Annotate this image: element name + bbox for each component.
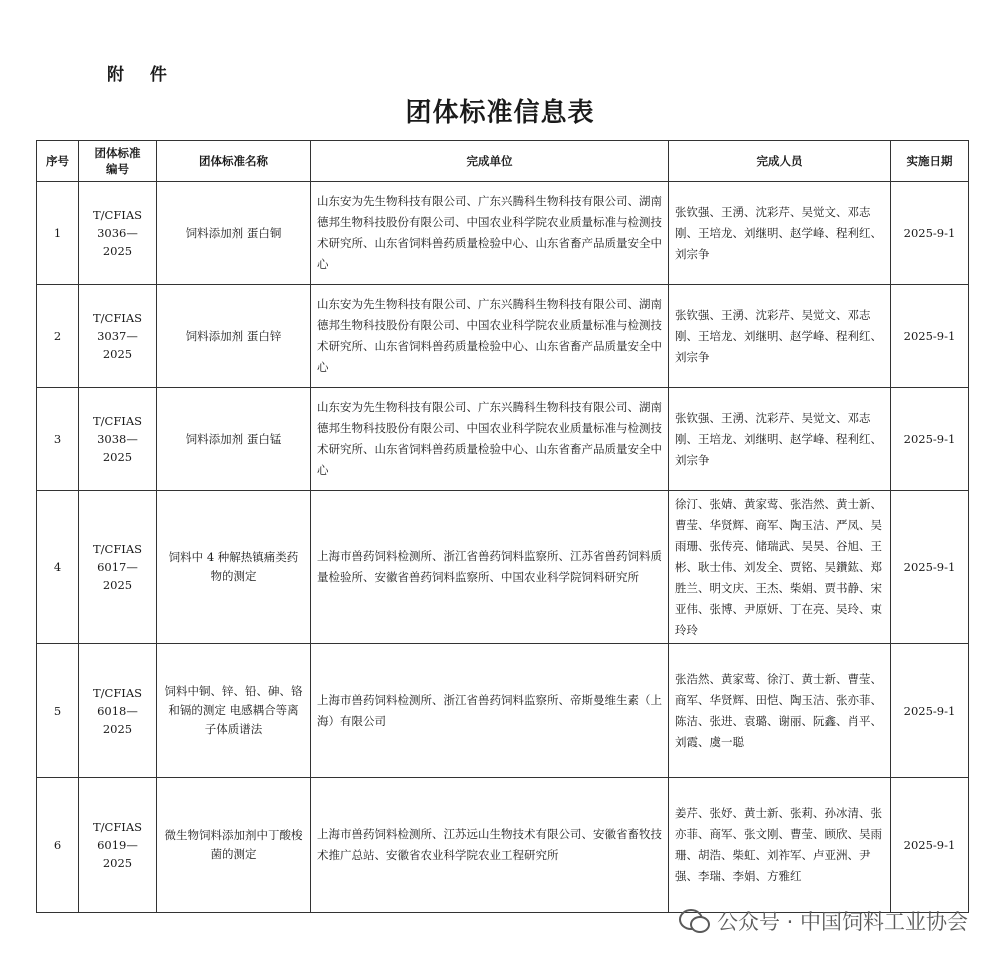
cell-code-number: 6017—2025 bbox=[97, 560, 138, 592]
cell-units: 山东安为先生物科技有限公司、广东兴腾科生物科技有限公司、湖南德邦生物科技股份有限公司、中国农业科学院农业质量标准与检测技术研究所、山东省饲料兽药质量检验中心、山东省畜产品质量安全中心 bbox=[311, 182, 669, 285]
cell-code-number: 6019—2025 bbox=[97, 838, 138, 870]
attachment-label: 附 件 bbox=[107, 65, 177, 85]
page-title: 团体标准信息表 bbox=[405, 98, 595, 128]
cell-code-number: 3037—2025 bbox=[97, 329, 138, 361]
cell-standard-name: 饲料中 4 种解热镇痛类药物的测定 bbox=[157, 491, 311, 644]
cell-date: 2025-9-1 bbox=[891, 778, 969, 913]
cell-units: 上海市兽药饲料检测所、浙江省兽药饲料监察所、帝斯曼维生素（上海）有限公司 bbox=[311, 644, 669, 778]
table-row bbox=[37, 285, 969, 388]
header-date: 实施日期 bbox=[891, 141, 969, 182]
cell-units: 上海市兽药饲料检测所、浙江省兽药饲料监察所、江苏省兽药饲料质量检验所、安徽省兽药饲料监察所、中国农业科学院饲料研究所 bbox=[311, 491, 669, 644]
cell-seq: 4 bbox=[37, 491, 79, 644]
table-row bbox=[37, 388, 969, 491]
cell-standard-name: 饲料添加剂 蛋白锰 bbox=[157, 388, 311, 491]
table-row bbox=[37, 182, 969, 285]
cell-code-prefix: T/CFIAS bbox=[92, 685, 143, 700]
header-units: 完成单位 bbox=[311, 141, 669, 182]
cell-code-prefix: T/CFIAS bbox=[92, 208, 143, 222]
cell-people: 张浩然、黄家莺、徐汀、黄士新、曹莹、商军、华贤辉、田恺、陶玉洁、张亦菲、陈洁、张进、袁璐、谢丽、阮鑫、肖平、刘霞、虞一聪 bbox=[669, 644, 891, 778]
cell-people: 张钦强、王湧、沈彩芹、吴觉文、邓志刚、王培龙、刘继明、赵学峰、程利红、刘宗争 bbox=[669, 285, 891, 388]
watermark bbox=[679, 906, 968, 936]
table-row bbox=[37, 491, 969, 644]
cell-standard-name: 饲料添加剂 蛋白铜 bbox=[157, 182, 311, 285]
cell-standard-name: 饲料添加剂 蛋白锌 bbox=[157, 285, 311, 388]
cell-people: 张钦强、王湧、沈彩芹、吴觉文、邓志刚、王培龙、刘继明、赵学峰、程利红、刘宗争 bbox=[669, 388, 891, 491]
cell-code-number: 6018—2025 bbox=[97, 703, 138, 736]
header-name: 团体标准名称 bbox=[157, 141, 311, 182]
header-code-line2: 编号 bbox=[106, 162, 129, 176]
cell-code bbox=[79, 491, 157, 644]
cell-standard-name: 饲料中铜、锌、铅、砷、铬和镉的测定 电感耦合等离子体质谱法 bbox=[157, 644, 311, 778]
cell-date: 2025-9-1 bbox=[891, 388, 969, 491]
cell-code-number: 3038—2025 bbox=[97, 432, 138, 464]
cell-seq: 1 bbox=[37, 182, 79, 285]
cell-units: 山东安为先生物科技有限公司、广东兴腾科生物科技有限公司、湖南德邦生物科技股份有限公司、中国农业科学院农业质量标准与检测技术研究所、山东省饲料兽药质量检验中心、山东省畜产品质量安全中心 bbox=[311, 285, 669, 388]
wechat-icon bbox=[679, 909, 709, 933]
cell-units: 上海市兽药饲料检测所、江苏远山生物技术有限公司、安徽省畜牧技术推广总站、安徽省农业科学院农业工程研究所 bbox=[311, 778, 669, 913]
cell-code-prefix: T/CFIAS bbox=[92, 820, 143, 834]
cell-standard-name: 微生物饲料添加剂中丁酸梭菌的测定 bbox=[157, 778, 311, 913]
cell-code bbox=[79, 182, 157, 285]
cell-code-prefix: T/CFIAS bbox=[92, 311, 143, 325]
cell-code-prefix: T/CFIAS bbox=[92, 542, 143, 556]
table-row bbox=[37, 644, 969, 778]
header-code-line1: 团体标准 bbox=[94, 146, 141, 160]
cell-people: 姜芹、张妤、黄士新、张莉、孙冰清、张亦菲、商军、张文刚、曹莹、顾欣、吴雨珊、胡浩、柴虹、刘祚军、卢亚洲、尹强、李瑞、李娟、方雅红 bbox=[669, 778, 891, 913]
cell-date: 2025-9-1 bbox=[891, 285, 969, 388]
watermark-text: 公众号 · 中国饲料工业协会 bbox=[716, 910, 968, 934]
cell-seq: 3 bbox=[37, 388, 79, 491]
header-seq: 序号 bbox=[37, 141, 79, 182]
cell-code-number: 3036—2025 bbox=[97, 226, 138, 258]
cell-date: 2025-9-1 bbox=[891, 491, 969, 644]
cell-people: 徐汀、张婧、黄家莺、张浩然、黄士新、曹莹、华贤辉、商军、陶玉洁、严凤、吴雨珊、张传亮、储瑞武、吴昊、谷旭、王彬、耿士伟、刘发全、贾铭、吴鑽鈜、郑胜兰、明文庆、王杰、柴娟、贾书静、宋亚伟、张博、尹原妍、丁在亮、吴玲、束玲玲 bbox=[669, 491, 891, 644]
header-people: 完成人员 bbox=[669, 141, 891, 182]
cell-date: 2025-9-1 bbox=[891, 182, 969, 285]
cell-code bbox=[79, 778, 157, 913]
standards-table bbox=[36, 140, 969, 913]
cell-seq: 6 bbox=[37, 778, 79, 913]
cell-code bbox=[79, 644, 157, 778]
cell-seq: 5 bbox=[37, 644, 79, 778]
cell-seq: 2 bbox=[37, 285, 79, 388]
cell-units: 山东安为先生物科技有限公司、广东兴腾科生物科技有限公司、湖南德邦生物科技股份有限公司、中国农业科学院农业质量标准与检测技术研究所、山东省饲料兽药质量检验中心、山东省畜产品质量安全中心 bbox=[311, 388, 669, 491]
table-row bbox=[37, 778, 969, 913]
cell-code bbox=[79, 285, 157, 388]
header-code bbox=[79, 141, 157, 182]
cell-code bbox=[79, 388, 157, 491]
cell-code-prefix: T/CFIAS bbox=[92, 414, 143, 428]
cell-date: 2025-9-1 bbox=[891, 644, 969, 778]
cell-people: 张钦强、王湧、沈彩芹、吴觉文、邓志刚、王培龙、刘继明、赵学峰、程利红、刘宗争 bbox=[669, 182, 891, 285]
table-header-row bbox=[37, 141, 969, 182]
